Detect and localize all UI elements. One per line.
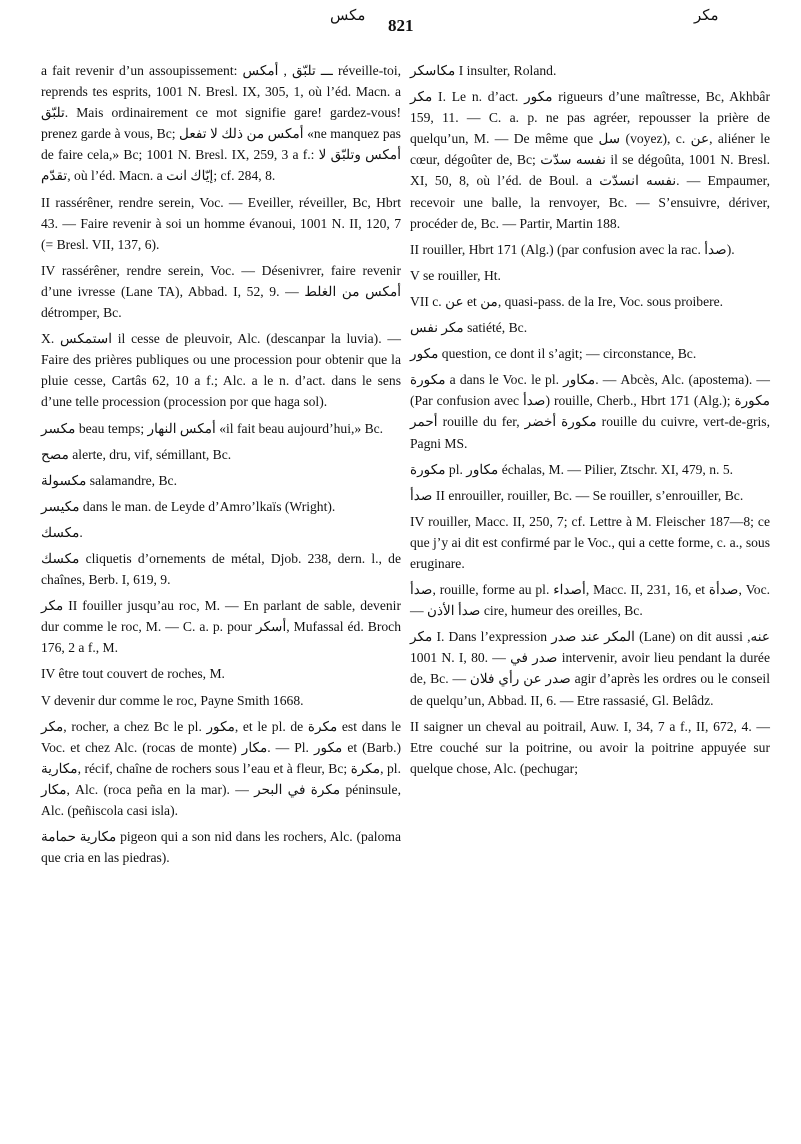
entry-paragraph: صدأ, rouille, forme au pl. أصداء, Macc. II, 231, 16, et صدأة, Voc. — صدأ الأذن cire, humeur des oreilles, Bc. xyxy=(410,582,770,619)
running-head-left: مكس xyxy=(330,6,366,24)
entry-paragraph: مكاسكر I insulter, Roland. xyxy=(410,63,557,78)
entry-paragraph: II saigner un cheval au poitrail, Auw. I, 34, 7 a f., II, 672, 4. — Etre couché sur la poitrine, ou avoir la poitrine appuyée sur quelque chose, Alc. (pechugar; xyxy=(410,718,770,776)
running-head-right: مكر xyxy=(694,6,719,24)
entry-paragraph: مكر, rocher, a chez Bc le pl. مكور, et le pl. de مكرة est dans le Voc. et chez Alc. (rocas de monte) مكار. — Pl. مكور et (Barb.) مكارية, récif, chaîne de rochers sous l’eau et à fleur, Bc; مكرة, pl. مكار, Alc. (roca peña en la mar). — مكرة في البحر péninsule, Alc. (peñiscola casi isla). xyxy=(41,718,402,818)
entry-paragraph: مصح alerte, dru, vif, sémillant, Bc. xyxy=(41,446,232,462)
entry-paragraph: مكور question, ce dont il s’agit; — circonstance, Bc. xyxy=(410,346,697,362)
entry-paragraph: مكسولة salamandre, Bc. xyxy=(41,472,177,488)
entry-paragraph: II rouiller, Hbrt 171 (Alg.) (par confusion avec la rac. صدأ). xyxy=(410,241,735,257)
entry-paragraph: مكسك cliquetis d’ornements de métal, Djob. 238, dern. l., de chaînes, Berb. I, 619, 9. xyxy=(41,550,401,588)
entry-paragraph: مكسك. xyxy=(41,524,83,540)
entry-paragraph: X. استمكس il cesse de pleuvoir, Alc. (descanpar la luvia). — Faire des prières publiques ou une procession pour obtenir que la pluie cesse, Cartâs 62, 10 a f.; Alc. a le n. d’act. dans le sens d’une telle procession (procession por que haga sol). xyxy=(41,331,401,410)
entry-paragraph: II rassérêner, rendre serein, Voc. — Eveiller, réveiller, Bc, Hbrt 43. — Faire revenir à soi un homme évanoui, 1001 N. II, 120, 7 (= Bresl. VII, 137, 6). xyxy=(41,194,401,252)
entry-paragraph: مكسر beau temps; أمكس النهار «il fait beau aujourd’hui,» Bc. xyxy=(41,420,384,436)
page-header xyxy=(0,4,801,44)
entry-paragraph: مكارية حمامة pigeon qui a son nid dans les rochers, Alc. (paloma que cria en las piedras). xyxy=(41,829,401,866)
page-number: 821 xyxy=(388,16,414,35)
entry-paragraph: VII c. عن et من, quasi-pass. de la Ire, Voc. sous proibere. xyxy=(410,293,724,309)
entry-paragraph: مكر I. Le n. d’act. مكور rigueurs d’une maîtresse, Bc, Akhbâr 159, 11. — C. a. p. ne pas agréer, repousser la prière de quelqu’un, M. — De même que سل (voyez), c. عن, aliéner le cœur, dégoûter de, Bc; نفسه سدّت il se dégoûta, 1001 N. Bresl. XI, 50, 8, où l’éd. de Boul. a نفسه انسدّت. — Empaumer, recevoir une balle, la renvoyer, Bc. — S’ensuivre, dériver, procéder de, Bc. — Partir, Martin 188. xyxy=(410,89,771,231)
entry-paragraph: IV rouiller, Macc. II, 250, 7; cf. Lettre à M. Fleischer 187—8; ce que j’y ai dit est confirmé par le Voc., qui a cette forme, c. a., sous eruginare. xyxy=(410,513,770,571)
entry-paragraph: V se rouiller, Ht. xyxy=(410,267,501,283)
left-column xyxy=(41,60,401,868)
entry-paragraph: مكر II fouiller jusqu’au roc, M. — En parlant de sable, devenir dur comme le roc, M. — C. a. p. pour أسكر, Mufassal éd. Broch 176, 2 a f., M. xyxy=(41,598,401,656)
entry-paragraph: مكورة a dans le Voc. le pl. مكاور. — Abcès, Alc. (apostema). — (Par confusion avec صدأ) rouille, Cherb., Hbrt 171 (Alg.); مكورة أحمر rouille du fer, مكورة أخضر rouille du cuivre, vert-de-gris, Pagni MS. xyxy=(410,372,770,451)
entry-paragraph: مكر نفس satiété, Bc. xyxy=(410,320,528,336)
entry-paragraph: a fait revenir d’un assoupissement: ـــ تلبّق , أمكس réveille-toi, reprends tes esprits, 1001 N. Bresl. IX, 305, 1, où l’éd. Macn. a تلبّق. Mais ordinairement ce mot signifie gare! gardez-vous! prenez garde à vous, Bc; أمكس من ذلك لا تفعل «ne manquez pas de faire cela,» Bc; 1001 N. Bresl. IX, 259, 3 a f.: أمكس وتلبّق لا تقدّم, où l’éd. Macn. a إيّاك انت; cf. 284, 8. xyxy=(41,63,401,184)
entry-paragraph: مكورة pl. مكاور échalas, M. — Pilier, Ztschr. XI, 479, n. 5. xyxy=(410,461,734,477)
entry-paragraph: صدأ II enrouiller, rouiller, Bc. — Se rouiller, s’enrouiller, Bc. xyxy=(410,487,744,503)
entry-paragraph: V devenir dur comme le roc, Payne Smith 1668. xyxy=(41,692,304,708)
entry-paragraph: IV rassérêner, rendre serein, Voc. — Désenivrer, faire revenir d’une ivresse (Lane TA), Abbad. I, 52, 9. — أمكس من الغلط détromper, Bc. xyxy=(41,262,402,321)
entry-paragraph: مكيسر dans le man. de Leyde d’Amro’lkaïs (Wright). xyxy=(41,498,336,514)
right-column xyxy=(410,60,770,779)
entry-paragraph: IV être tout couvert de roches, M. xyxy=(41,666,225,682)
entry-paragraph: مكر I. Dans l’expression المكر عند صدر (Lane) on dit aussi عنه, 1001 N. I, 80. — صدر في intervenir, avoir lieu pendant la durée de, Bc. — صدر عن رأي فلان agir d’après les ordres ou le conseil de quelqu’un, Abbad. II, 6. — Etre rassasié, Gl. Belâdz. xyxy=(410,629,770,708)
